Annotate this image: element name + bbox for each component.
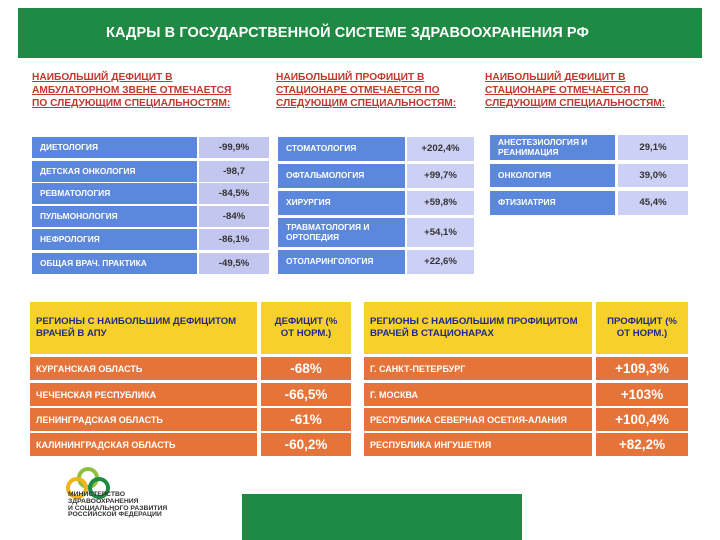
hospital-surplus-heading [276, 71, 516, 110]
heading-line: СТАЦИОНАРЕ ОТМЕЧАЕТСЯ ПО [485, 85, 649, 96]
specialty-label: АНЕСТЕЗИОЛОГИЯ И РЕАНИМАЦИЯ [490, 135, 615, 160]
specialty-value: +54,1% [407, 218, 474, 247]
specialty-label: СТОМАТОЛОГИЯ [278, 137, 405, 161]
region-label: Г. МОСКВА [364, 383, 592, 406]
specialty-value: -98,7 [199, 161, 269, 182]
ministry-logo-text [68, 492, 218, 519]
specialty-value: -86,1% [199, 229, 269, 250]
specialty-label: ОТОЛАРИНГОЛОГИЯ [278, 250, 405, 274]
region-label: КУРГАНСКАЯ ОБЛАСТЬ [30, 357, 257, 380]
specialty-label: ДЕТСКАЯ ОНКОЛОГИЯ [32, 161, 197, 182]
specialty-value: -84% [199, 206, 269, 227]
region-value: -68% [261, 357, 351, 380]
heading-line: СЛЕДУЮЩИМ СПЕЦИАЛЬНОСТЯМ: [276, 98, 457, 109]
specialty-value: 45,4% [618, 191, 688, 215]
ambulatory-deficit-heading [32, 71, 272, 110]
logo-line: МИНИСТЕРСТВО [68, 491, 126, 498]
region-value: -60,2% [261, 433, 351, 456]
region-value: -61% [261, 408, 351, 431]
specialty-value: -84,5% [199, 183, 269, 204]
surplus-regions-heading: РЕГИОНЫ С НАИБОЛЬШИМ ПРОФИЦИТОМ ВРАЧЕЙ В СТАЦИОНАРАХ [364, 302, 592, 354]
region-value: -66,5% [261, 383, 351, 406]
specialty-label: НЕФРОЛОГИЯ [32, 229, 197, 250]
specialty-value: +59,8% [407, 191, 474, 215]
specialty-value: -49,5% [199, 253, 269, 274]
specialty-label: ОНКОЛОГИЯ [490, 164, 615, 187]
page-header [18, 8, 702, 58]
heading-line: СЛЕДУЮЩИМ СПЕЦИАЛЬНОСТЯМ: [485, 98, 666, 109]
region-label: РЕСПУБЛИКА СЕВЕРНАЯ ОСЕТИЯ-АЛАНИЯ [364, 408, 592, 431]
specialty-value: +99,7% [407, 164, 474, 188]
specialty-label: ОБЩАЯ ВРАЧ. ПРАКТИКА [32, 253, 197, 274]
deficit-regions-heading: РЕГИОНЫ С НАИБОЛЬШИМ ДЕФИЦИТОМ ВРАЧЕЙ В АПУ [30, 302, 257, 354]
heading-line: НАИБОЛЬШИЙ ДЕФИЦИТ В [485, 72, 626, 83]
heading-line: СТАЦИОНАРЕ ОТМЕЧАЕТСЯ ПО [276, 85, 440, 96]
specialty-label: ТРАВМАТОЛОГИЯ И ОРТОПЕДИЯ [278, 218, 405, 247]
specialty-label: ДИЕТОЛОГИЯ [32, 137, 197, 158]
heading-line: НАИБОЛЬШИЙ ПРОФИЦИТ В [276, 72, 425, 83]
specialty-value: -99,9% [199, 137, 269, 158]
region-label: ЧЕЧЕНСКАЯ РЕСПУБЛИКА [30, 383, 257, 406]
region-value: +103% [596, 383, 688, 406]
heading-line: АМБУЛАТОРНОМ ЗВЕНЕ ОТМЕЧАЕТСЯ [32, 85, 232, 96]
specialty-value: +22,6% [407, 250, 474, 274]
logo-line: ЗДРАВООХРАНЕНИЯ [68, 497, 139, 505]
specialty-label: ФТИЗИАТРИЯ [490, 191, 615, 215]
region-label: Г. САНКТ-ПЕТЕРБУРГ [364, 357, 592, 380]
specialty-label: РЕВМАТОЛОГИЯ [32, 183, 197, 204]
region-label: КАЛИНИНГРАДСКАЯ ОБЛАСТЬ [30, 433, 257, 456]
region-label: РЕСПУБЛИКА ИНГУШЕТИЯ [364, 433, 592, 456]
deficit-value-heading: ДЕФИЦИТ (% ОТ НОРМ.) [261, 302, 351, 354]
specialty-label: ХИРУРГИЯ [278, 191, 405, 215]
specialty-value: 29,1% [618, 135, 688, 160]
region-value: +100,4% [596, 408, 688, 431]
specialty-value: 39,0% [618, 164, 688, 187]
heading-line: НАИБОЛЬШИЙ ДЕФИЦИТ В [32, 72, 173, 83]
hospital-deficit-heading [485, 71, 720, 110]
region-label: ЛЕНИНГРАДСКАЯ ОБЛАСТЬ [30, 408, 257, 431]
surplus-value-heading: ПРОФИЦИТ (% ОТ НОРМ.) [596, 302, 688, 354]
region-value: +82,2% [596, 433, 688, 456]
footer-bar [242, 494, 522, 540]
region-value: +109,3% [596, 357, 688, 380]
specialty-label: ОФТАЛЬМОЛОГИЯ [278, 164, 405, 188]
page-title: КАДРЫ В ГОСУДАРСТВЕННОЙ СИСТЕМЕ ЗДРАВООХРАНЕНИЯ РФ [106, 25, 589, 41]
logo-line: И СОЦИАЛЬНОГО РАЗВИТИЯ [68, 504, 168, 512]
specialty-value: +202,4% [407, 137, 474, 161]
specialty-label: ПУЛЬМОНОЛОГИЯ [32, 206, 197, 227]
heading-line: ПО СЛЕДУЮЩИМ СПЕЦИАЛЬНОСТЯМ: [32, 98, 231, 109]
logo-line: РОССИЙСКОЙ ФЕДЕРАЦИИ [68, 511, 162, 519]
